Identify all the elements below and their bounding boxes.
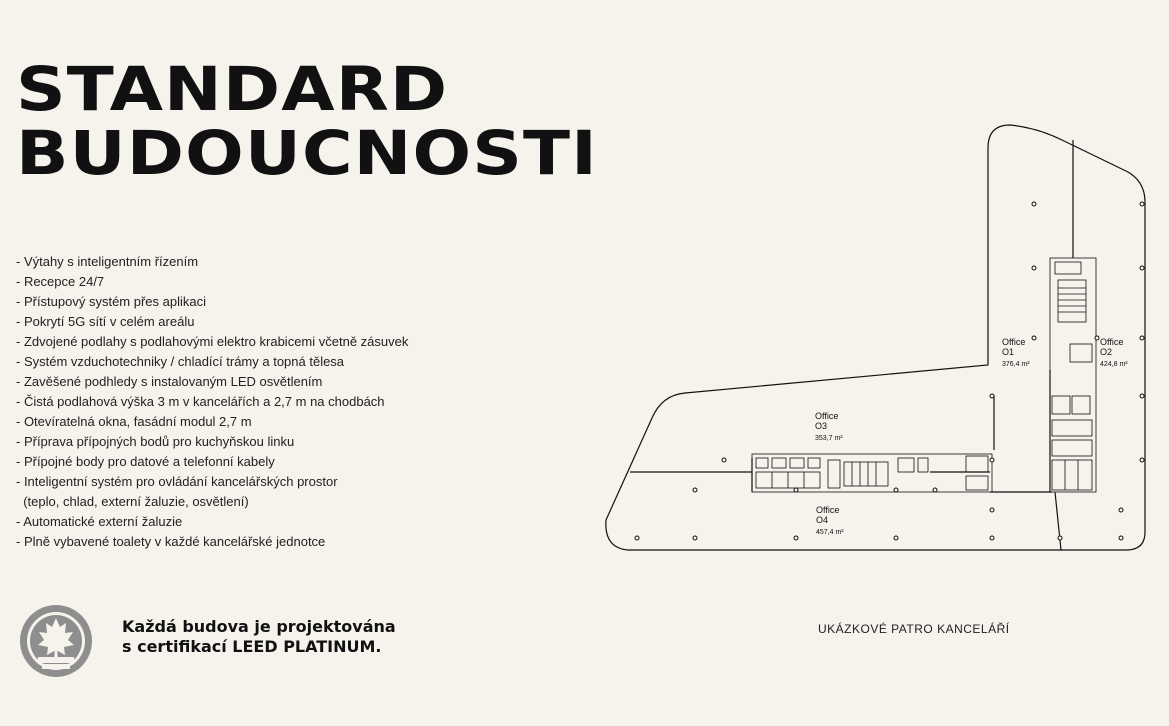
office-label-o4: Office O4 457,4 m² [816,505,844,536]
office-label-o2: Office O2 424,8 m² [1100,337,1128,368]
vertical-core [1050,258,1096,492]
feature-item: - Přístupový systém přes aplikaci [16,294,207,309]
leed-certification-text [122,617,396,657]
feature-list [16,252,408,552]
leed-line-1: Každá budova je projektována [122,617,396,636]
feature-item: - Inteligentní systém pro ovládání kancelářských prostor (teplo, chlad, externí žaluzie, osvětlení) [16,474,338,509]
title-line-1: STANDARD [16,54,449,125]
feature-item: - Automatické externí žaluzie [16,514,183,529]
feature-item: - Přípojné body pro datové a telefonní kabely [16,454,275,469]
title-line-2: BUDOUCNOSTI [16,118,598,189]
leed-platinum-seal-icon [18,603,94,679]
leed-line-2: s certifikací LEED PLATINUM. [122,637,382,656]
office-label-o1: Office O1 376,4 m² [1002,337,1030,368]
feature-item: - Výtahy s inteligentním řízením [16,254,199,269]
feature-item: - Čistá podlahová výška 3 m v kancelářích a 2,7 m na chodbách [16,394,385,409]
office-label-o3: Office O3 353,7 m² [815,411,843,442]
feature-item: - Otevíratelná okna, fasádní modul 2,7 m [16,414,252,429]
floor-plan [600,120,1166,570]
feature-item: - Plně vybavené toalety v každé kancelářské jednotce [16,534,326,549]
feature-item: - Systém vzduchotechniky / chladící trámy a topná tělesa [16,354,345,369]
floor-plan-caption: UKÁZKOVÉ PATRO KANCELÁŘÍ [818,622,1010,636]
feature-item: - Recepce 24/7 [16,274,105,289]
page-title [16,54,598,189]
feature-item: - Příprava přípojných bodů pro kuchyňskou linku [16,434,295,449]
structural-columns [635,202,1144,540]
feature-item: - Zdvojené podlahy s podlahovými elektro krabicemi včetně zásuvek [16,334,409,349]
horizontal-core [752,454,992,492]
feature-item: - Pokrytí 5G sítí v celém areálu [16,314,195,329]
feature-item: - Zavěšené podhledy s instalovaným LED osvětlením [16,374,323,389]
